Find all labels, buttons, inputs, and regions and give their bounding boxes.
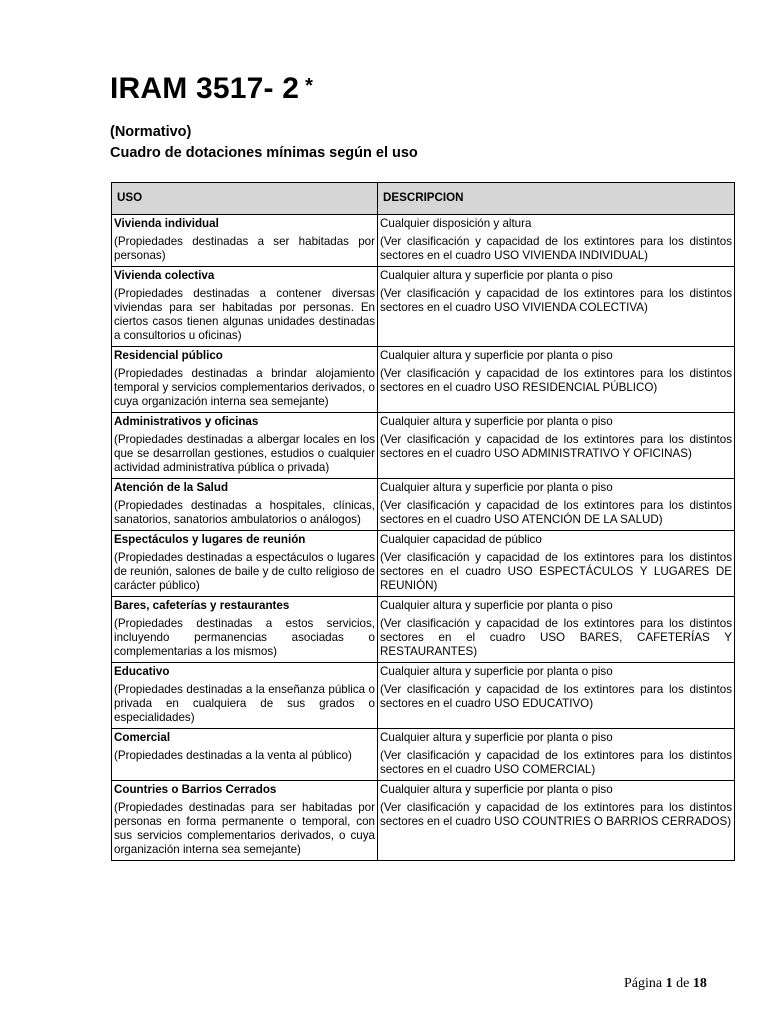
condition-text: Cualquier altura y superficie por planta o piso [380, 665, 613, 678]
uso-description: (Propiedades destinadas a la venta al público) [114, 749, 352, 762]
page-footer [624, 976, 707, 992]
table-row [112, 597, 735, 663]
usage-table [111, 182, 735, 861]
condition-text: Cualquier altura y superficie por planta o piso [380, 731, 613, 744]
reference-text: (Ver clasificación y capacidad de los extintores para los distintos sectores en el cuadro USO EDUCATIVO) [380, 683, 732, 710]
table-row [112, 267, 735, 347]
uso-cell [112, 479, 378, 531]
uso-name: Educativo [114, 665, 170, 678]
table-row [112, 479, 735, 531]
descripcion-cell [378, 413, 735, 479]
descripcion-cell [378, 781, 735, 861]
reference-text: (Ver clasificación y capacidad de los extintores para los distintos sectores en el cuadro USO VIVIENDA COLECTIVA) [380, 287, 732, 314]
reference-text: (Ver clasificación y capacidad de los extintores para los distintos sectores en el cuadro USO ESPECTÁCULOS Y LUGARES DE REUNIÓN) [380, 551, 732, 592]
table-row [112, 347, 735, 413]
document-title [110, 72, 313, 106]
uso-description: (Propiedades destinadas a brindar alojamiento temporal y servicios complementarios derivados, o cuya organización interna sea semejante) [114, 367, 375, 408]
uso-cell [112, 267, 378, 347]
reference-text: (Ver clasificación y capacidad de los extintores para los distintos sectores en el cuadro USO COUNTRIES O BARRIOS CERRADOS) [380, 801, 732, 828]
descripcion-cell [378, 597, 735, 663]
header-uso: USO [112, 183, 378, 215]
title-footnote-mark: * [305, 75, 314, 97]
page-total: 18 [692, 976, 707, 991]
table-body [112, 215, 735, 861]
uso-description: (Propiedades destinadas para ser habitadas por personas en forma permanente o temporal, con sus servicios complementarios derivados, o cuya organización interna sea semejante) [114, 801, 375, 856]
table-row [112, 215, 735, 267]
uso-description: (Propiedades destinadas a hospitales, clínicas, sanatorios, sanatorios ambulatorios o análogos) [114, 499, 375, 526]
page-current: 1 [665, 976, 673, 991]
uso-name: Comercial [114, 731, 171, 744]
reference-text: (Ver clasificación y capacidad de los extintores para los distintos sectores en el cuadro USO COMERCIAL) [380, 749, 732, 776]
header-descripcion: DESCRIPCION [378, 183, 735, 215]
uso-description: (Propiedades destinadas a contener diversas viviendas para ser habitadas por personas. En ciertos casos tienen algunas unidades destinadas a consultorios u oficinas) [114, 287, 375, 342]
page-label: Página [624, 976, 663, 991]
condition-text: Cualquier altura y superficie por planta o piso [380, 349, 613, 362]
reference-text: (Ver clasificación y capacidad de los extintores para los distintos sectores en el cuadro USO ADMINISTRATIVO Y OFICINAS) [380, 433, 732, 460]
uso-cell [112, 531, 378, 597]
table-row [112, 729, 735, 781]
reference-text: (Ver clasificación y capacidad de los extintores para los distintos sectores en el cuadro USO ATENCIÓN DE LA SALUD) [380, 499, 732, 526]
uso-cell [112, 347, 378, 413]
normative-label: (Normativo) [110, 124, 192, 140]
title-text: IRAM 3517- 2 [110, 72, 300, 105]
uso-name: Countries o Barrios Cerrados [114, 783, 277, 796]
condition-text: Cualquier altura y superficie por planta o piso [380, 783, 613, 796]
uso-name: Bares, cafeterías y restaurantes [114, 599, 290, 612]
uso-cell [112, 597, 378, 663]
condition-text: Cualquier disposición y altura [380, 217, 532, 230]
uso-name: Administrativos y oficinas [114, 415, 259, 428]
uso-name: Atención de la Salud [114, 481, 229, 494]
table-row [112, 663, 735, 729]
table-heading: Cuadro de dotaciones mínimas según el uso [110, 145, 418, 161]
uso-cell [112, 729, 378, 781]
table-row [112, 413, 735, 479]
table-row [112, 781, 735, 861]
condition-text: Cualquier altura y superficie por planta o piso [380, 481, 613, 494]
descripcion-cell [378, 215, 735, 267]
uso-name: Espectáculos y lugares de reunión [114, 533, 306, 546]
table-row [112, 531, 735, 597]
condition-text: Cualquier altura y superficie por planta o piso [380, 415, 613, 428]
uso-cell [112, 781, 378, 861]
uso-cell [112, 215, 378, 267]
reference-text: (Ver clasificación y capacidad de los extintores para los distintos sectores en el cuadro USO BARES, CAFETERÍAS Y RESTAURANTES) [380, 617, 732, 658]
condition-text: Cualquier altura y superficie por planta o piso [380, 599, 613, 612]
uso-description: (Propiedades destinadas a albergar locales en los que se desarrollan gestiones, estudios o cualquier actividad administrativa pública o privada) [114, 433, 375, 474]
uso-name: Vivienda individual [114, 217, 219, 230]
descripcion-cell [378, 479, 735, 531]
uso-description: (Propiedades destinadas a la enseñanza pública o privada en cualquiera de sus grados o especialidades) [114, 683, 375, 724]
descripcion-cell [378, 267, 735, 347]
uso-description: (Propiedades destinadas a ser habitadas por personas) [114, 235, 375, 262]
reference-text: (Ver clasificación y capacidad de los extintores para los distintos sectores en el cuadro USO RESIDENCIAL PÚBLICO) [380, 367, 732, 394]
table-header-row [112, 183, 735, 215]
descripcion-cell [378, 531, 735, 597]
uso-name: Vivienda colectiva [114, 269, 215, 282]
reference-text: (Ver clasificación y capacidad de los extintores para los distintos sectores en el cuadro USO VIVIENDA INDIVIDUAL) [380, 235, 732, 262]
condition-text: Cualquier altura y superficie por planta o piso [380, 269, 613, 282]
descripcion-cell [378, 663, 735, 729]
uso-description: (Propiedades destinadas a estos servicios, incluyendo permanencias asociadas o complementarias a los mismos) [114, 617, 375, 658]
condition-text: Cualquier capacidad de público [380, 533, 542, 546]
uso-cell [112, 663, 378, 729]
uso-description: (Propiedades destinadas a espectáculos o lugares de reunión, salones de baile y de culto religioso de carácter público) [114, 551, 375, 592]
descripcion-cell [378, 729, 735, 781]
uso-cell [112, 413, 378, 479]
descripcion-cell [378, 347, 735, 413]
page-of-label: de [676, 976, 690, 991]
uso-name: Residencial público [114, 349, 223, 362]
